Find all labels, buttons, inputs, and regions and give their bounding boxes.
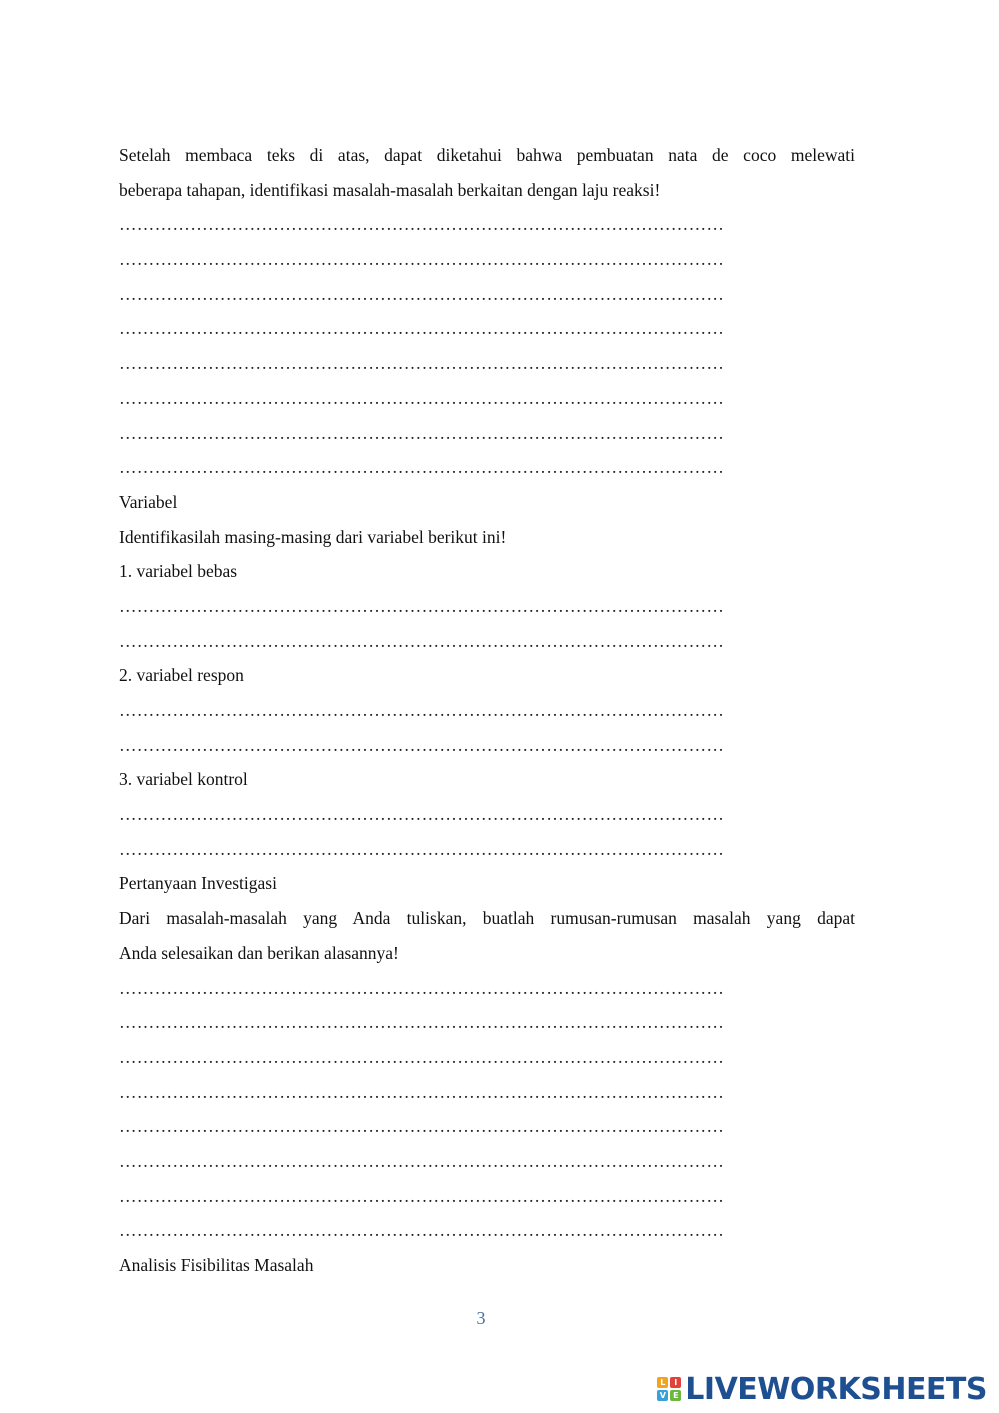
logo-letter: I xyxy=(670,1377,681,1388)
pertanyaan-text-line-1: Dari masalah-masalah yang Anda tuliskan, buatlah rumusan-rumusan masalah yang dapat xyxy=(119,908,855,929)
answer-line[interactable]: ………………………………………………………………………………………… xyxy=(119,214,725,235)
pertanyaan-text-line-2: Anda selesaikan dan berikan alasannya! xyxy=(119,942,399,963)
section-heading-variabel: Variabel xyxy=(119,491,178,512)
answer-line[interactable]: ………………………………………………………………………………………… xyxy=(119,977,725,998)
answer-line[interactable]: ………………………………………………………………………………………… xyxy=(119,387,725,408)
section-heading-analisis: Analisis Fisibilitas Masalah xyxy=(119,1255,314,1275)
answer-line[interactable]: ………………………………………………………………………………………… xyxy=(119,249,725,270)
answer-line[interactable]: ………………………………………………………………………………………… xyxy=(119,318,725,339)
item-variabel-bebas: 1. variabel bebas xyxy=(119,561,238,582)
liveworksheets-logo-text: LIVEWORKSHEETS xyxy=(685,1371,987,1407)
answer-line[interactable]: ………………………………………………………………………………………… xyxy=(119,1220,725,1241)
answer-line[interactable]: ………………………………………………………………………………………… xyxy=(119,1185,725,1206)
answer-line[interactable]: ………………………………………………………………………………………… xyxy=(119,630,725,651)
liveworksheets-logo-icon xyxy=(657,1377,681,1401)
logo-letter: V xyxy=(657,1390,668,1401)
answer-line[interactable]: ………………………………………………………………………………………… xyxy=(119,457,725,478)
answer-line[interactable]: ………………………………………………………………………………………… xyxy=(119,804,725,825)
answer-line[interactable]: ………………………………………………………………………………………… xyxy=(119,283,725,304)
answer-line[interactable]: ………………………………………………………………………………………… xyxy=(119,1081,725,1102)
intro-text-line-1: Setelah membaca teks di atas, dapat diketahui bahwa pembuatan nata de coco melewati xyxy=(119,145,855,165)
page-number: 3 xyxy=(476,1308,486,1328)
logo-letter: L xyxy=(657,1377,668,1388)
variabel-instruction: Identifikasilah masing-masing dari variabel berikut ini! xyxy=(119,526,507,547)
logo-letter: E xyxy=(670,1390,681,1401)
item-variabel-respon: 2. variabel respon xyxy=(119,665,244,686)
answer-line[interactable]: ………………………………………………………………………………………… xyxy=(119,1116,725,1137)
item-variabel-kontrol: 3. variabel kontrol xyxy=(119,769,248,790)
answer-line[interactable]: ………………………………………………………………………………………… xyxy=(119,1012,725,1033)
answer-line[interactable]: ………………………………………………………………………………………… xyxy=(119,1150,725,1171)
answer-line[interactable]: ………………………………………………………………………………………… xyxy=(119,353,725,374)
answer-line[interactable]: ………………………………………………………………………………………… xyxy=(119,700,725,720)
answer-line[interactable]: ………………………………………………………………………………………… xyxy=(119,595,725,616)
section-heading-pertanyaan: Pertanyaan Investigasi xyxy=(119,873,277,894)
answer-line[interactable]: ………………………………………………………………………………………… xyxy=(119,1046,725,1067)
answer-line[interactable]: ………………………………………………………………………………………… xyxy=(119,838,725,859)
worksheet-page xyxy=(119,138,855,1283)
liveworksheets-logo xyxy=(657,1372,987,1406)
answer-line[interactable]: ………………………………………………………………………………………… xyxy=(119,422,725,443)
answer-line[interactable]: ………………………………………………………………………………………… xyxy=(119,734,725,755)
intro-text-line-2: beberapa tahapan, identifikasi masalah-masalah berkaitan dengan laju reaksi! xyxy=(119,179,661,200)
